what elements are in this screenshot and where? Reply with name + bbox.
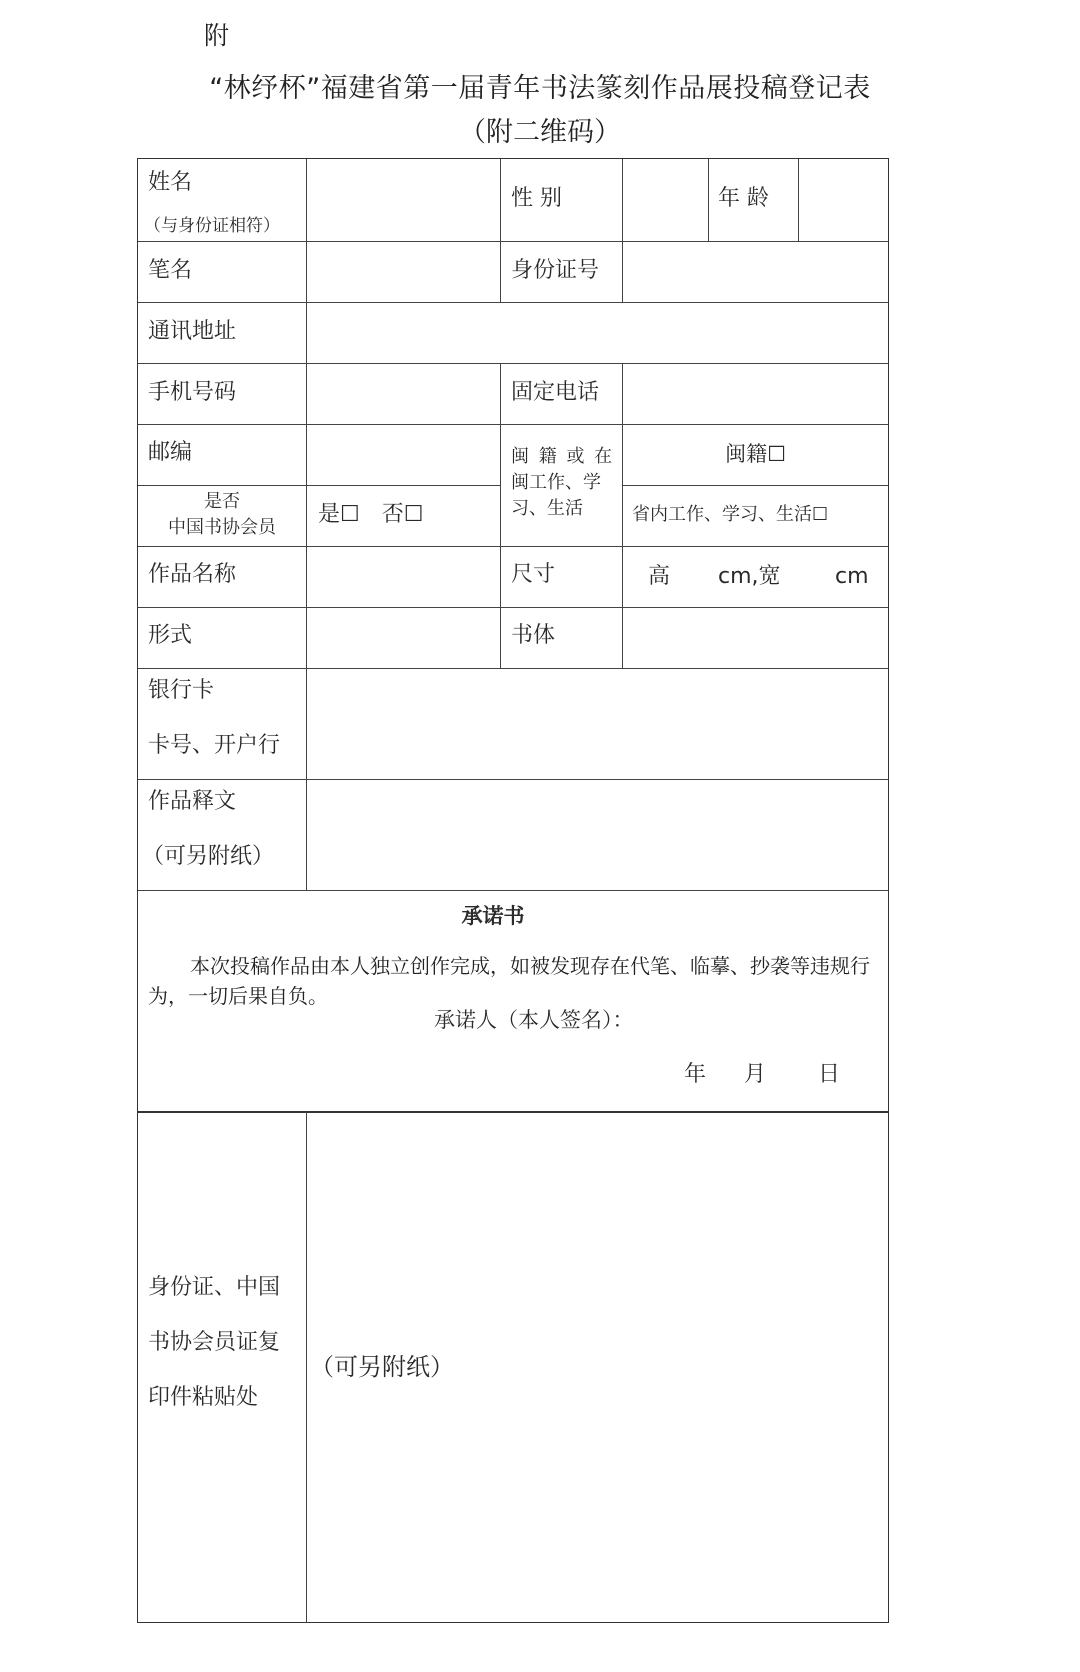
- residency-label-line2: 闽工作、学: [511, 472, 601, 493]
- copy-label-line2: 书协会员证复: [148, 1330, 281, 1355]
- pen-name-field[interactable]: [307, 242, 500, 302]
- col-divider: [500, 159, 501, 302]
- script-style-label: 书体: [511, 623, 556, 648]
- row-divider: [138, 485, 500, 486]
- age-field[interactable]: [799, 159, 888, 241]
- size-unit-label: cm: [835, 564, 869, 589]
- date-day-label: 日: [818, 1062, 841, 1087]
- registration-form: [137, 158, 889, 1623]
- col-divider: [708, 159, 709, 241]
- pledge-signer-label: 承诺人（本人签名）：: [434, 1008, 634, 1032]
- id-number-label: 身份证号: [511, 258, 600, 283]
- form-title: “林纾杯”福建省第一届青年书法篆刻作品展投稿登记表: [209, 73, 871, 104]
- id-copy-paste-area[interactable]: [307, 1113, 888, 1622]
- pen-name-label: 笔名: [148, 258, 193, 283]
- work-title-label: 作品名称: [148, 562, 237, 587]
- member-label-line1: 是否: [204, 491, 240, 512]
- gender-field[interactable]: [623, 159, 708, 241]
- address-label: 通讯地址: [148, 319, 237, 344]
- work-title-field[interactable]: [307, 547, 500, 607]
- row-divider: [622, 485, 888, 486]
- mobile-field[interactable]: [307, 364, 500, 424]
- size-height-label: 高: [648, 564, 671, 589]
- format-field[interactable]: [307, 608, 500, 668]
- residency-label-line3: 习、生活: [511, 498, 583, 519]
- bank-card-field[interactable]: [307, 669, 888, 779]
- row-divider: [138, 424, 888, 425]
- in-province-checkbox[interactable]: 省内工作、学习、生活☐: [632, 504, 829, 525]
- name-note: （与身份证相符）: [144, 216, 280, 236]
- member-checkboxes[interactable]: 是☐ 否☐: [318, 502, 424, 527]
- transcript-field[interactable]: [307, 780, 888, 890]
- name-label: 姓名: [148, 170, 193, 195]
- copy-label-line1: 身份证、中国: [148, 1275, 281, 1300]
- mobile-label: 手机号码: [148, 380, 237, 405]
- address-field[interactable]: [307, 303, 888, 363]
- age-label: 年 龄: [718, 186, 769, 211]
- col-divider: [500, 363, 501, 668]
- signature-field[interactable]: [638, 1003, 868, 1037]
- form-subtitle: （附二维码）: [459, 117, 621, 148]
- size-width-label: cm,宽: [718, 564, 781, 589]
- date-month-label: 月: [744, 1062, 767, 1087]
- gender-label: 性 别: [511, 186, 562, 211]
- script-style-field[interactable]: [623, 608, 888, 668]
- postcode-label: 邮编: [148, 440, 193, 465]
- pledge-title: 承诺书: [461, 904, 525, 928]
- landline-field[interactable]: [623, 364, 888, 424]
- pledge-section: [138, 891, 888, 1111]
- pledge-text: 本次投稿作品由本人独立创作完成，如被发现存在代笔、临摹、抄袭等违规行为，一切后果自负。: [148, 954, 870, 1008]
- copy-note: （可另附纸）: [310, 1353, 454, 1381]
- row-divider: [138, 546, 888, 547]
- residency-label-line1: 闽 籍 或 在: [511, 446, 615, 467]
- landline-label: 固定电话: [511, 380, 600, 405]
- postcode-field[interactable]: [307, 425, 500, 485]
- id-number-field[interactable]: [623, 242, 888, 302]
- name-field[interactable]: [307, 159, 500, 241]
- native-fujian-checkbox[interactable]: 闽籍☐: [725, 442, 786, 466]
- appendix-label: 附: [204, 21, 230, 50]
- copy-label-line3: 印件粘贴处: [148, 1385, 259, 1410]
- member-label-line2: 中国书协会员: [168, 517, 276, 538]
- transcript-note: （可另附纸）: [142, 844, 275, 869]
- format-label: 形式: [148, 623, 193, 648]
- bank-account-label: 卡号、开户行: [148, 733, 281, 758]
- transcript-label: 作品释文: [148, 789, 237, 814]
- size-label: 尺寸: [511, 562, 556, 587]
- date-year-label: 年: [684, 1062, 707, 1087]
- bank-card-label: 银行卡: [148, 678, 215, 703]
